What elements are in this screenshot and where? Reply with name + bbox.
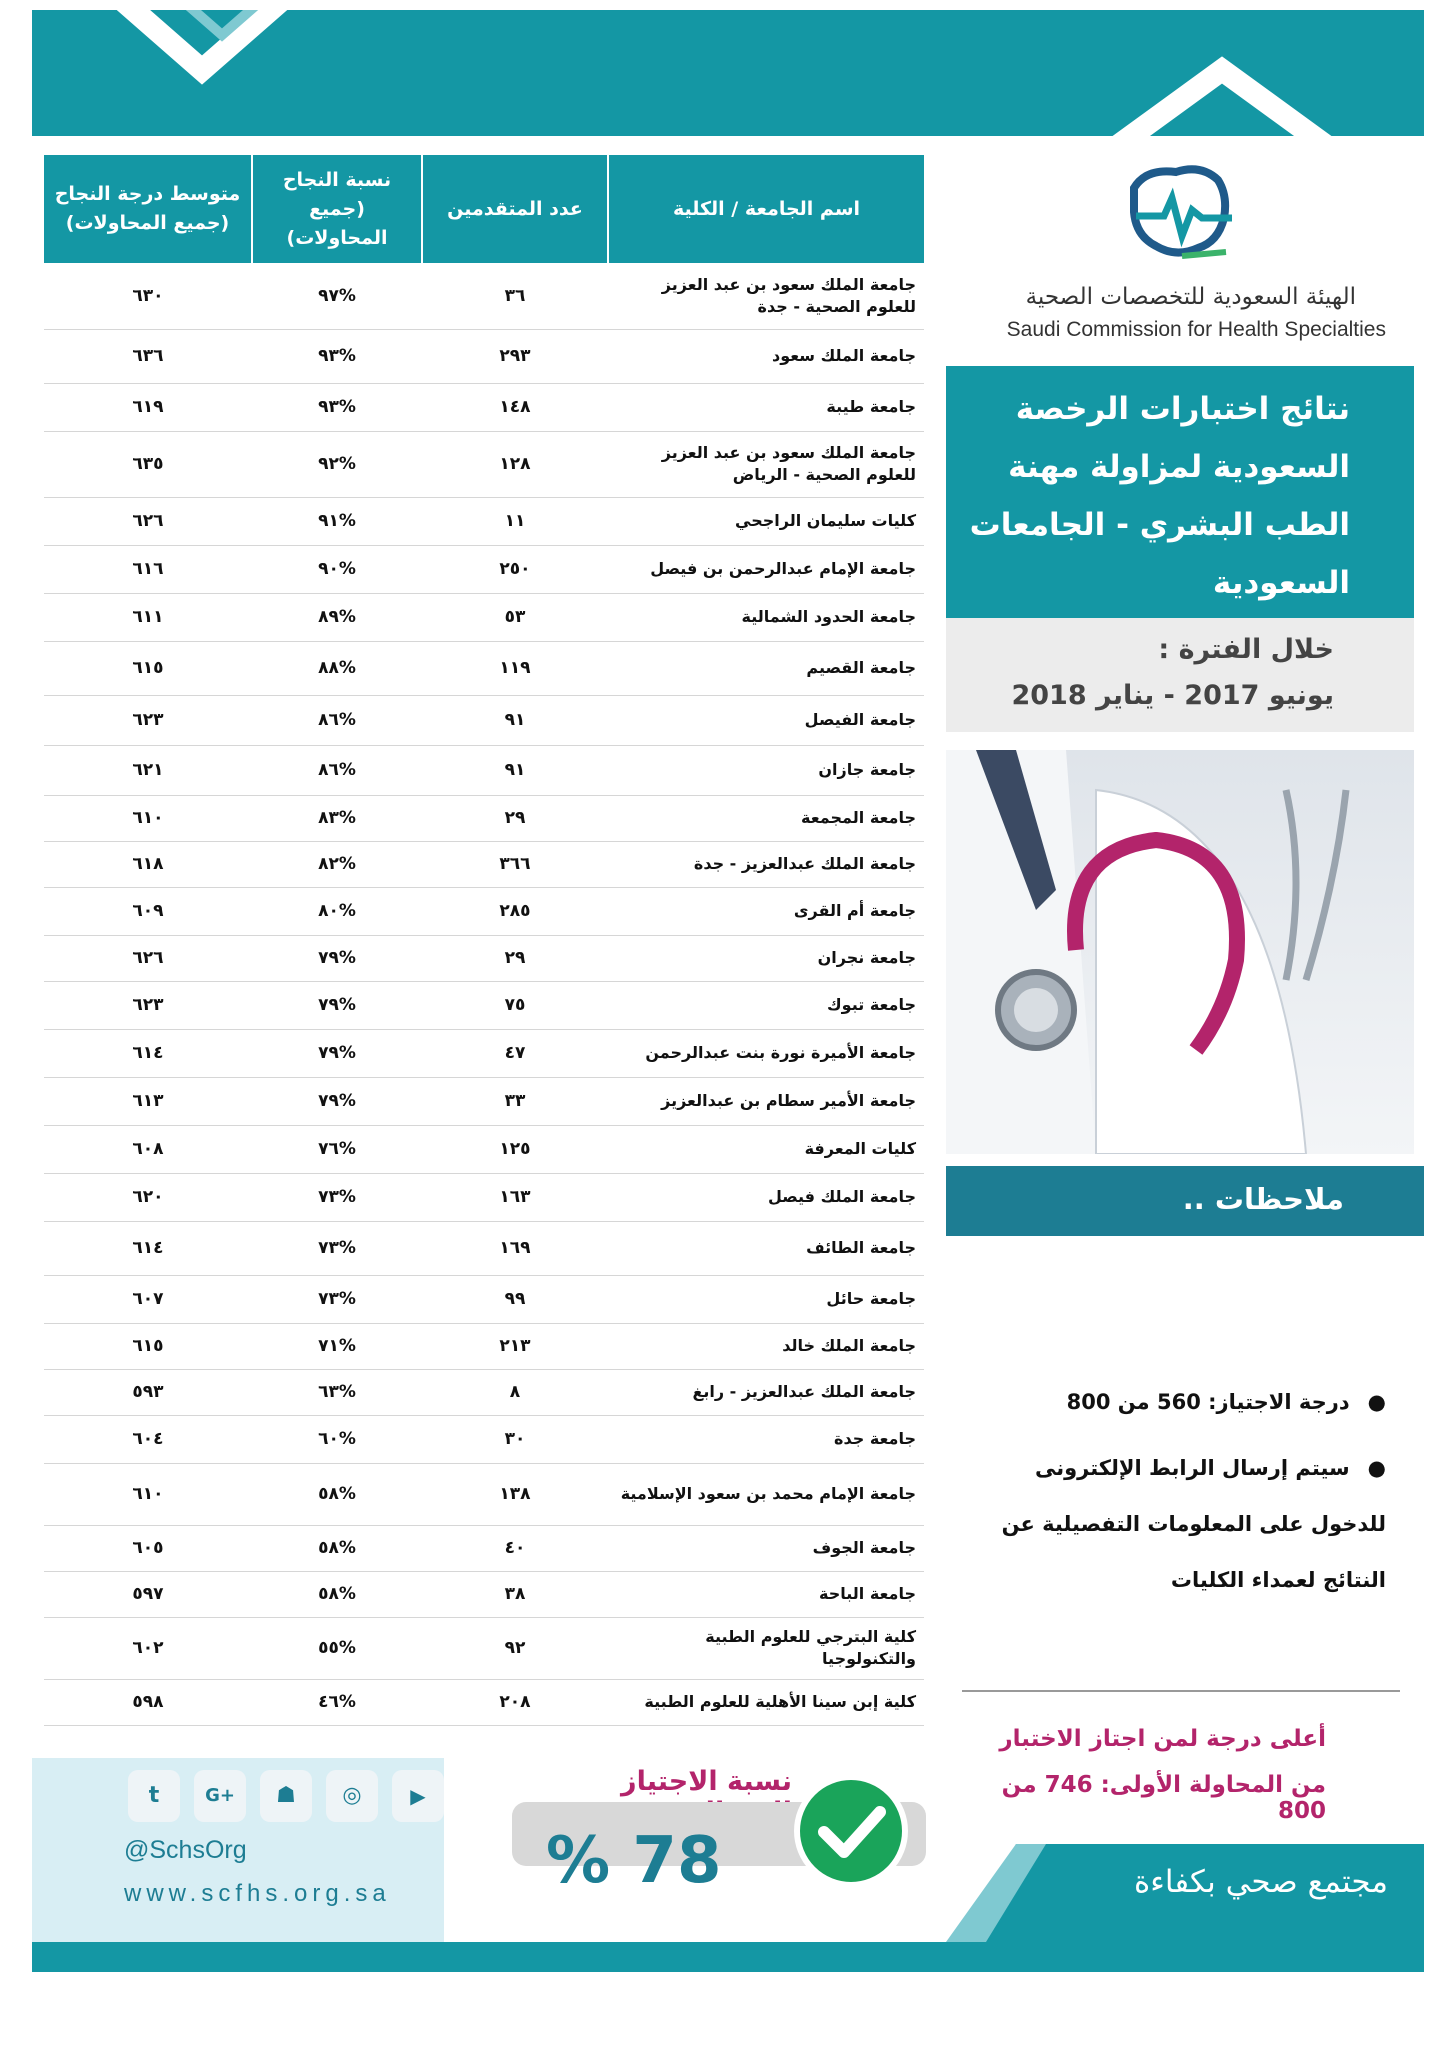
cell-applicants: ٩٩ [422, 1275, 608, 1323]
cell-pass-rate: %٨٣ [252, 795, 422, 841]
table-row [44, 329, 924, 383]
cell-applicants: ٤٧ [422, 1029, 608, 1077]
logo-block [946, 150, 1416, 360]
cell-avg-score: ٥٩٨ [44, 1679, 252, 1725]
cell-avg-score: ٦٣٠ [44, 263, 252, 329]
cell-pass-rate: %٨٨ [252, 641, 422, 695]
cell-avg-score: ٦٠٢ [44, 1617, 252, 1679]
period-value: يونيو 2017 - يناير 2018 [1011, 680, 1334, 711]
cell-pass-rate: %٥٨ [252, 1525, 422, 1571]
cell-avg-score: ٦١٣ [44, 1077, 252, 1125]
brand-name-ar: الهيئة السعودية للتخصصات الصحية [1025, 284, 1356, 310]
cell-pass-rate: %٥٥ [252, 1617, 422, 1679]
stethoscope-icon [946, 750, 1414, 1154]
summary-label: نسبة الاجتياز [621, 1766, 792, 1797]
table-row [44, 1571, 924, 1617]
cell-avg-score: ٦١٤ [44, 1029, 252, 1077]
table-row [44, 383, 924, 431]
cell-university: جامعة الطائف [608, 1221, 924, 1275]
cell-pass-rate: %٦٠ [252, 1415, 422, 1463]
cell-university: جامعة الملك خالد [608, 1323, 924, 1369]
cell-pass-rate: %٧٣ [252, 1173, 422, 1221]
cell-avg-score: ٦٠٨ [44, 1125, 252, 1173]
cell-applicants: ١٣٨ [422, 1463, 608, 1525]
cell-avg-score: ٦١٤ [44, 1221, 252, 1275]
table-row [44, 695, 924, 745]
table-row [44, 1221, 924, 1275]
cell-applicants: ٣٨ [422, 1571, 608, 1617]
cell-applicants: ٢٩٣ [422, 329, 608, 383]
cell-applicants: ٩٢ [422, 1617, 608, 1679]
cell-avg-score: ٦٢٦ [44, 497, 252, 545]
cell-pass-rate: %٩٠ [252, 545, 422, 593]
cell-university: جامعة الملك سعود بن عبد العزيز للعلوم الصحية - الرياض [608, 431, 924, 497]
top-score-line2: من المحاولة الأولى: 746 من 800 [1001, 1772, 1326, 1824]
note-item [996, 1440, 1386, 1608]
cell-avg-score: ٦٠٥ [44, 1525, 252, 1571]
title-line: الطب البشري - الجامعات [969, 507, 1350, 543]
cell-applicants: ٨ [422, 1369, 608, 1415]
bottom-band [32, 1942, 1424, 1972]
note-text: سيتم إرسال الرابط الإلكترونى للدخول على المعلومات التفصيلية عن النتائج لعمداء الكليات [1001, 1456, 1386, 1592]
table-body [44, 263, 924, 1725]
checkmark-icon [792, 1772, 910, 1890]
cell-pass-rate: %٧٣ [252, 1221, 422, 1275]
header-university: اسم الجامعة / الكلية [608, 155, 924, 263]
cell-university: جامعة الإمام عبدالرحمن بن فيصل [608, 545, 924, 593]
table-row [44, 1463, 924, 1525]
cell-applicants: ٢١٣ [422, 1323, 608, 1369]
cell-applicants: ٢٠٨ [422, 1679, 608, 1725]
cell-applicants: ٢٩ [422, 795, 608, 841]
cell-applicants: ٤٠ [422, 1525, 608, 1571]
top-score-line1: أعلى درجة لمن اجتاز الاختبار [999, 1726, 1326, 1752]
cell-avg-score: ٦١٥ [44, 641, 252, 695]
table-row [44, 431, 924, 497]
cell-university: جامعة نجران [608, 935, 924, 981]
cell-university: جامعة الأمير سطام بن عبدالعزيز [608, 1077, 924, 1125]
table-row [44, 593, 924, 641]
cell-university: جامعة الملك سعود [608, 329, 924, 383]
cell-avg-score: ٦١٥ [44, 1323, 252, 1369]
title-line: نتائج اختبارات الرخصة [1015, 391, 1350, 427]
cell-applicants: ١٤٨ [422, 383, 608, 431]
cell-pass-rate: %٥٨ [252, 1463, 422, 1525]
header-avg-score: متوسط درجة النجاح (جميع المحاولات) [44, 155, 252, 263]
bullet: ● [1367, 1390, 1386, 1414]
notes-heading: ملاحظات .. [1182, 1182, 1344, 1216]
cell-pass-rate: %٧٩ [252, 981, 422, 1029]
table-row [44, 497, 924, 545]
header-pass-rate: نسبة النجاح (جميع المحاولات) [252, 155, 422, 263]
table-row [44, 545, 924, 593]
cell-applicants: ٥٣ [422, 593, 608, 641]
cell-pass-rate: %٧٩ [252, 1077, 422, 1125]
doctor-photo [946, 750, 1414, 1154]
cell-applicants: ١٢٥ [422, 1125, 608, 1173]
cell-applicants: ٣٦ [422, 263, 608, 329]
social-handle[interactable]: @SchsOrg [124, 1836, 247, 1864]
title-box [946, 366, 1414, 618]
cell-university: جامعة الملك عبدالعزيز - جدة [608, 841, 924, 887]
cell-university: جامعة القصيم [608, 641, 924, 695]
cell-university: جامعة الإمام محمد بن سعود الإسلامية [608, 1463, 924, 1525]
table-row [44, 1125, 924, 1173]
website-link[interactable]: www.scfhs.org.sa [124, 1880, 391, 1907]
cell-university: كلية البترجي للعلوم الطبية والتكنولوجيا [608, 1617, 924, 1679]
table-row [44, 1323, 924, 1369]
cell-avg-score: ٦١٦ [44, 545, 252, 593]
cell-avg-score: ٥٩٧ [44, 1571, 252, 1617]
title-line: السعودية لمزاولة مهنة [1008, 449, 1350, 485]
table-row [44, 841, 924, 887]
top-banner [32, 10, 1424, 136]
cell-university: جامعة الملك سعود بن عبد العزيز للعلوم الصحية - جدة [608, 263, 924, 329]
cell-avg-score: ٦١٠ [44, 1463, 252, 1525]
cell-pass-rate: %٨٩ [252, 593, 422, 641]
cell-avg-score: ٦١٨ [44, 841, 252, 887]
table-row [44, 1173, 924, 1221]
table-row [44, 1415, 924, 1463]
cell-avg-score: ٦٢٣ [44, 981, 252, 1029]
social-icons [128, 1770, 448, 1826]
period-label: خلال الفترة : [1158, 634, 1334, 665]
cell-pass-rate: %٩٣ [252, 329, 422, 383]
cell-university: جامعة جازان [608, 745, 924, 795]
cell-avg-score: ٦٢٠ [44, 1173, 252, 1221]
cell-avg-score: ٦٠٩ [44, 887, 252, 935]
cell-pass-rate: %٥٨ [252, 1571, 422, 1617]
cell-avg-score: ٦٠٤ [44, 1415, 252, 1463]
cell-university: جامعة الأميرة نورة بنت عبدالرحمن [608, 1029, 924, 1077]
table-row [44, 263, 924, 329]
cell-university: جامعة المجمعة [608, 795, 924, 841]
cell-pass-rate: %٧٩ [252, 1029, 422, 1077]
cell-university: كليات سليمان الراجحي [608, 497, 924, 545]
cell-applicants: ١٦٩ [422, 1221, 608, 1275]
note-text: درجة الاجتياز: 560 من 800 [1066, 1390, 1350, 1414]
table-row [44, 1369, 924, 1415]
header-applicants: عدد المتقدمين [422, 155, 608, 263]
cell-pass-rate: %٨٠ [252, 887, 422, 935]
cell-applicants: ٣٦٦ [422, 841, 608, 887]
cell-university: جامعة أم القرى [608, 887, 924, 935]
cell-university: جامعة الملك فيصل [608, 1173, 924, 1221]
cell-applicants: ٣٣ [422, 1077, 608, 1125]
cell-pass-rate: %٩٢ [252, 431, 422, 497]
cell-pass-rate: %٩١ [252, 497, 422, 545]
cell-applicants: ١١ [422, 497, 608, 545]
cell-applicants: ١٢٨ [422, 431, 608, 497]
cell-applicants: ٩١ [422, 695, 608, 745]
slogan: مجتمع صحي بكفاءة [1134, 1864, 1388, 1900]
cell-avg-score: ٦٢٣ [44, 695, 252, 745]
cell-applicants: ٩١ [422, 745, 608, 795]
cell-avg-score: ٦١٩ [44, 383, 252, 431]
logo-icon [1106, 158, 1256, 268]
cell-applicants: ١١٩ [422, 641, 608, 695]
google-plus-icon[interactable]: G+ [194, 1770, 246, 1822]
cell-pass-rate: %٩٣ [252, 383, 422, 431]
summary-value: % 78 [546, 1824, 722, 1898]
divider [962, 1690, 1400, 1692]
cell-university: جامعة جدة [608, 1415, 924, 1463]
cell-university: جامعة الباحة [608, 1571, 924, 1617]
table-row [44, 1275, 924, 1323]
cell-university: جامعة تبوك [608, 981, 924, 1029]
cell-applicants: ٧٥ [422, 981, 608, 1029]
cell-pass-rate: %٩٧ [252, 263, 422, 329]
bullet: ● [1367, 1456, 1386, 1480]
table-row [44, 641, 924, 695]
cell-avg-score: ٦١٠ [44, 795, 252, 841]
cell-university: جامعة الجوف [608, 1525, 924, 1571]
table-row [44, 1617, 924, 1679]
cell-university: جامعة الملك عبدالعزيز - رابغ [608, 1369, 924, 1415]
note-item [996, 1374, 1386, 1430]
table-header-row [44, 155, 924, 263]
results-table-container [44, 155, 924, 1726]
cell-university: جامعة الفيصل [608, 695, 924, 745]
title-text [950, 380, 1350, 612]
results-table [44, 155, 924, 1726]
cell-avg-score: ٦٠٧ [44, 1275, 252, 1323]
brand-name-en: Saudi Commission for Health Specialties [1006, 318, 1386, 341]
cell-pass-rate: %٧١ [252, 1323, 422, 1369]
cell-pass-rate: %٧٣ [252, 1275, 422, 1323]
table-row [44, 1679, 924, 1725]
cell-applicants: ٣٠ [422, 1415, 608, 1463]
cell-pass-rate: %٨٦ [252, 695, 422, 745]
snapchat-icon[interactable]: ☗ [260, 1770, 312, 1822]
cell-avg-score: ٦٣٥ [44, 431, 252, 497]
table-row [44, 935, 924, 981]
chevron-decoration [32, 10, 1424, 136]
cell-avg-score: ٦٢٦ [44, 935, 252, 981]
period-box [946, 618, 1414, 732]
cell-university: جامعة الحدود الشمالية [608, 593, 924, 641]
cell-pass-rate: %٨٢ [252, 841, 422, 887]
cell-avg-score: ٦٣٦ [44, 329, 252, 383]
cell-avg-score: ٦٢١ [44, 745, 252, 795]
cell-university: كلية إبن سينا الأهلية للعلوم الطبية [608, 1679, 924, 1725]
cell-university: جامعة طيبة [608, 383, 924, 431]
cell-applicants: ١٦٣ [422, 1173, 608, 1221]
notes-heading-box [946, 1166, 1424, 1236]
instagram-icon[interactable]: ◎ [326, 1770, 378, 1822]
cell-applicants: ٢٨٥ [422, 887, 608, 935]
title-line: السعودية [1212, 565, 1350, 601]
cell-avg-score: ٥٩٣ [44, 1369, 252, 1415]
table-row [44, 1029, 924, 1077]
twitter-icon[interactable]: t [128, 1770, 180, 1822]
youtube-icon[interactable]: ▶ [392, 1770, 444, 1822]
cell-applicants: ٢٥٠ [422, 545, 608, 593]
table-row [44, 887, 924, 935]
table-row [44, 1525, 924, 1571]
table-row [44, 1077, 924, 1125]
cell-pass-rate: %٦٣ [252, 1369, 422, 1415]
table-row [44, 981, 924, 1029]
cell-pass-rate: %٧٦ [252, 1125, 422, 1173]
cell-pass-rate: %٧٩ [252, 935, 422, 981]
cell-university: كليات المعرفة [608, 1125, 924, 1173]
cell-applicants: ٢٩ [422, 935, 608, 981]
table-row [44, 795, 924, 841]
cell-university: جامعة حائل [608, 1275, 924, 1323]
cell-pass-rate: %٨٦ [252, 745, 422, 795]
table-row [44, 745, 924, 795]
cell-avg-score: ٦١١ [44, 593, 252, 641]
cell-pass-rate: %٤٦ [252, 1679, 422, 1725]
